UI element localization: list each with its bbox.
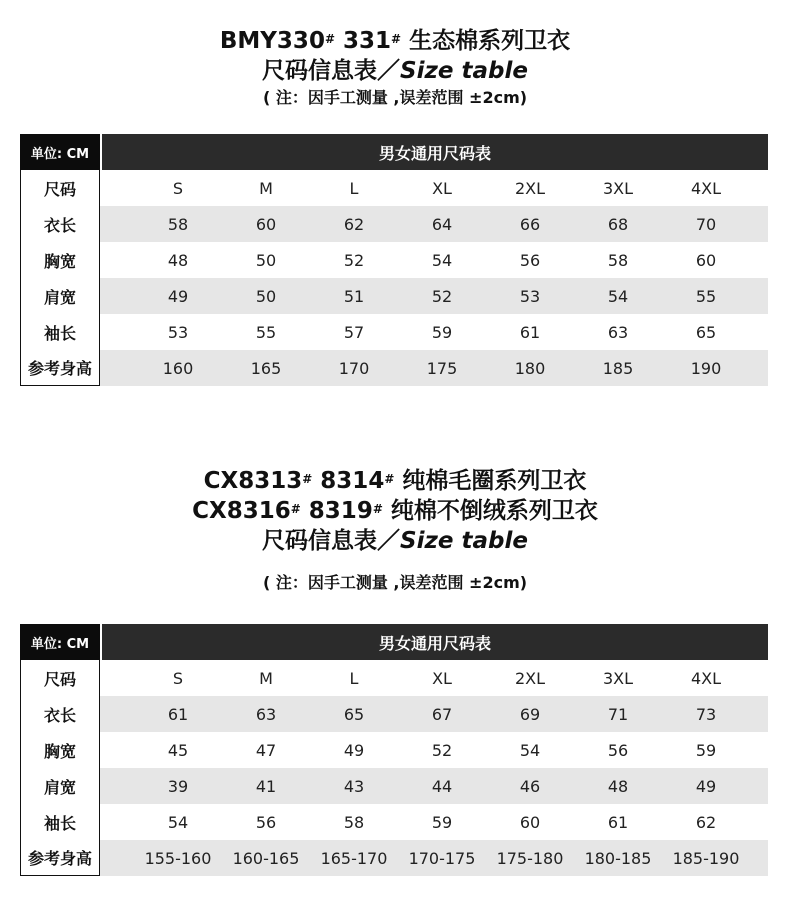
table-cell: 54: [431, 250, 453, 270]
row-values: [100, 804, 768, 840]
table-cell: 180-185: [584, 848, 652, 868]
table-cell: 69: [519, 704, 541, 724]
section2-title: [0, 466, 790, 594]
table-cell: 2XL: [514, 178, 546, 198]
table-cell: 58: [167, 214, 189, 234]
row-values: [100, 696, 768, 732]
table-cell: XL: [432, 668, 452, 688]
row-values: [100, 732, 768, 768]
table-cell: 58: [343, 812, 365, 832]
table-cell: 160: [162, 358, 194, 378]
table-cell: 63: [255, 704, 277, 724]
model-sup: #: [324, 32, 336, 46]
row-label: 肩宽: [20, 278, 100, 314]
table-row: [20, 768, 768, 804]
section2-title-line3: [0, 526, 790, 556]
table-cell: 47: [255, 740, 277, 760]
table-cell: 64: [431, 214, 453, 234]
table-cell: 62: [695, 812, 717, 832]
row-values: [100, 242, 768, 278]
table-cell: 60: [255, 214, 277, 234]
table-cell: M: [259, 178, 273, 198]
table-cell: 61: [519, 322, 541, 342]
table-cell: 2XL: [514, 668, 546, 688]
row-label: 袖长: [20, 804, 100, 840]
row-values: [100, 660, 768, 696]
row-values: [100, 840, 768, 876]
table-cell: 49: [695, 776, 717, 796]
table-cell: 54: [167, 812, 189, 832]
table-cell: 59: [431, 322, 453, 342]
table-cell: 60: [519, 812, 541, 832]
table-cell: 53: [519, 286, 541, 306]
table-cell: 73: [695, 704, 717, 724]
model-sup: #: [302, 472, 313, 486]
row-label: 衣长: [20, 696, 100, 732]
table-cell: 46: [519, 776, 541, 796]
series-name: 纯棉毛圈系列卫衣: [394, 468, 587, 494]
series-name: 纯棉不倒绒系列卫衣: [382, 498, 598, 524]
table-cell: 52: [431, 740, 453, 760]
unit-label: 单位: CM: [20, 624, 100, 660]
table-cell: 170: [338, 358, 370, 378]
table-cell: 70: [695, 214, 717, 234]
table-cell: 53: [167, 322, 189, 342]
model-code: CX8316: [192, 498, 291, 524]
table-cell: 55: [255, 322, 277, 342]
table-cell: 190: [690, 358, 722, 378]
section2-title-line1: [0, 466, 790, 496]
table-row: [20, 732, 768, 768]
table-cell: 50: [255, 286, 277, 306]
table-cell: 170-175: [408, 848, 476, 868]
table-cell: 65: [695, 322, 717, 342]
table-title: 男女通用尺码表: [102, 624, 768, 660]
model-sup: #: [290, 502, 301, 516]
table-cell: 65: [343, 704, 365, 724]
table-cell: 56: [255, 812, 277, 832]
table-cell: 52: [343, 250, 365, 270]
table-cell: 185: [602, 358, 634, 378]
table-cell: 48: [607, 776, 629, 796]
table-cell: 49: [167, 286, 189, 306]
table-cell: 57: [343, 322, 365, 342]
table-cell: 54: [519, 740, 541, 760]
table-cell: 165-170: [320, 848, 388, 868]
table-cell: 52: [431, 286, 453, 306]
row-label: 尺码: [20, 660, 100, 696]
table-row: [20, 314, 768, 350]
table-row: [20, 804, 768, 840]
table-cell: 61: [607, 812, 629, 832]
row-label: 衣长: [20, 206, 100, 242]
table-cell: 66: [519, 214, 541, 234]
model-sup: #: [391, 32, 402, 46]
table-cell: 39: [167, 776, 189, 796]
row-label: 袖长: [20, 314, 100, 350]
section1-title-line2: [0, 56, 790, 86]
table-cell: L: [349, 668, 359, 688]
table-row: [20, 840, 768, 876]
table-cell: S: [172, 668, 184, 688]
table-cell: 165: [250, 358, 282, 378]
row-values: [100, 170, 768, 206]
row-label: 参考身高: [20, 350, 100, 386]
table-row: [20, 278, 768, 314]
section2-title-line2: [0, 496, 790, 526]
table-cell: 68: [607, 214, 629, 234]
table-cell: 62: [343, 214, 365, 234]
table-cell: 175: [426, 358, 458, 378]
row-values: [100, 206, 768, 242]
section1-size-table: [20, 134, 768, 386]
size-info-cn: 尺码信息表／: [262, 528, 401, 554]
table-header: [20, 624, 768, 660]
table-cell: 4XL: [690, 668, 722, 688]
table-cell: 60: [695, 250, 717, 270]
table-cell: 48: [167, 250, 189, 270]
table-cell: 41: [255, 776, 277, 796]
table-cell: 54: [607, 286, 629, 306]
table-cell: 185-190: [672, 848, 740, 868]
size-info-cn: 尺码信息表／: [262, 58, 401, 84]
section2-size-table: [20, 624, 768, 876]
size-info-en: Size table: [400, 58, 528, 84]
table-cell: 175-180: [496, 848, 564, 868]
table-cell: 71: [607, 704, 629, 724]
table-cell: 59: [695, 740, 717, 760]
table-row: [20, 206, 768, 242]
table-cell: 56: [607, 740, 629, 760]
section1-note: ( 注：因手工测量 ,误差范围 ±2cm): [262, 88, 528, 107]
table-cell: 49: [343, 740, 365, 760]
table-cell: S: [172, 178, 184, 198]
table-body: [20, 170, 768, 386]
table-cell: 55: [695, 286, 717, 306]
table-cell: 3XL: [602, 178, 634, 198]
table-row: [20, 660, 768, 696]
table-cell: 50: [255, 250, 277, 270]
table-cell: 160-165: [232, 848, 300, 868]
table-cell: 59: [431, 812, 453, 832]
row-values: [100, 278, 768, 314]
table-row: [20, 350, 768, 386]
table-cell: L: [349, 178, 359, 198]
table-row: [20, 696, 768, 732]
model-sup: #: [384, 472, 395, 486]
section1-title: [0, 26, 790, 109]
model-sup: #: [372, 502, 383, 516]
table-cell: 63: [607, 322, 629, 342]
table-cell: 51: [343, 286, 365, 306]
section1-title-line1: [0, 26, 790, 56]
model-code: 331: [335, 28, 392, 54]
table-cell: 3XL: [602, 668, 634, 688]
table-cell: XL: [432, 178, 452, 198]
row-label: 参考身高: [20, 840, 100, 876]
table-cell: 155-160: [144, 848, 212, 868]
table-cell: 45: [167, 740, 189, 760]
row-values: [100, 314, 768, 350]
table-cell: 44: [431, 776, 453, 796]
row-values: [100, 350, 768, 386]
table-cell: 43: [343, 776, 365, 796]
table-cell: 67: [431, 704, 453, 724]
row-label: 胸宽: [20, 732, 100, 768]
row-values: [100, 768, 768, 804]
table-cell: 61: [167, 704, 189, 724]
model-code: BMY330: [219, 28, 325, 54]
table-body: [20, 660, 768, 876]
table-cell: 4XL: [690, 178, 722, 198]
series-name: 生态棉系列卫衣: [401, 28, 571, 54]
section2-note: ( 注：因手工测量 ,误差范围 ±2cm): [262, 573, 528, 592]
table-row: [20, 242, 768, 278]
table-cell: 58: [607, 250, 629, 270]
size-info-en: Size table: [400, 528, 528, 554]
unit-label: 单位: CM: [20, 134, 100, 170]
row-label: 胸宽: [20, 242, 100, 278]
table-header: [20, 134, 768, 170]
row-label: 肩宽: [20, 768, 100, 804]
row-label: 尺码: [20, 170, 100, 206]
table-cell: 180: [514, 358, 546, 378]
table-cell: 56: [519, 250, 541, 270]
model-code: CX8313: [203, 468, 303, 494]
model-code: 8319: [300, 498, 373, 524]
model-code: 8314: [312, 468, 385, 494]
table-title: 男女通用尺码表: [102, 134, 768, 170]
table-cell: M: [259, 668, 273, 688]
table-row: [20, 170, 768, 206]
